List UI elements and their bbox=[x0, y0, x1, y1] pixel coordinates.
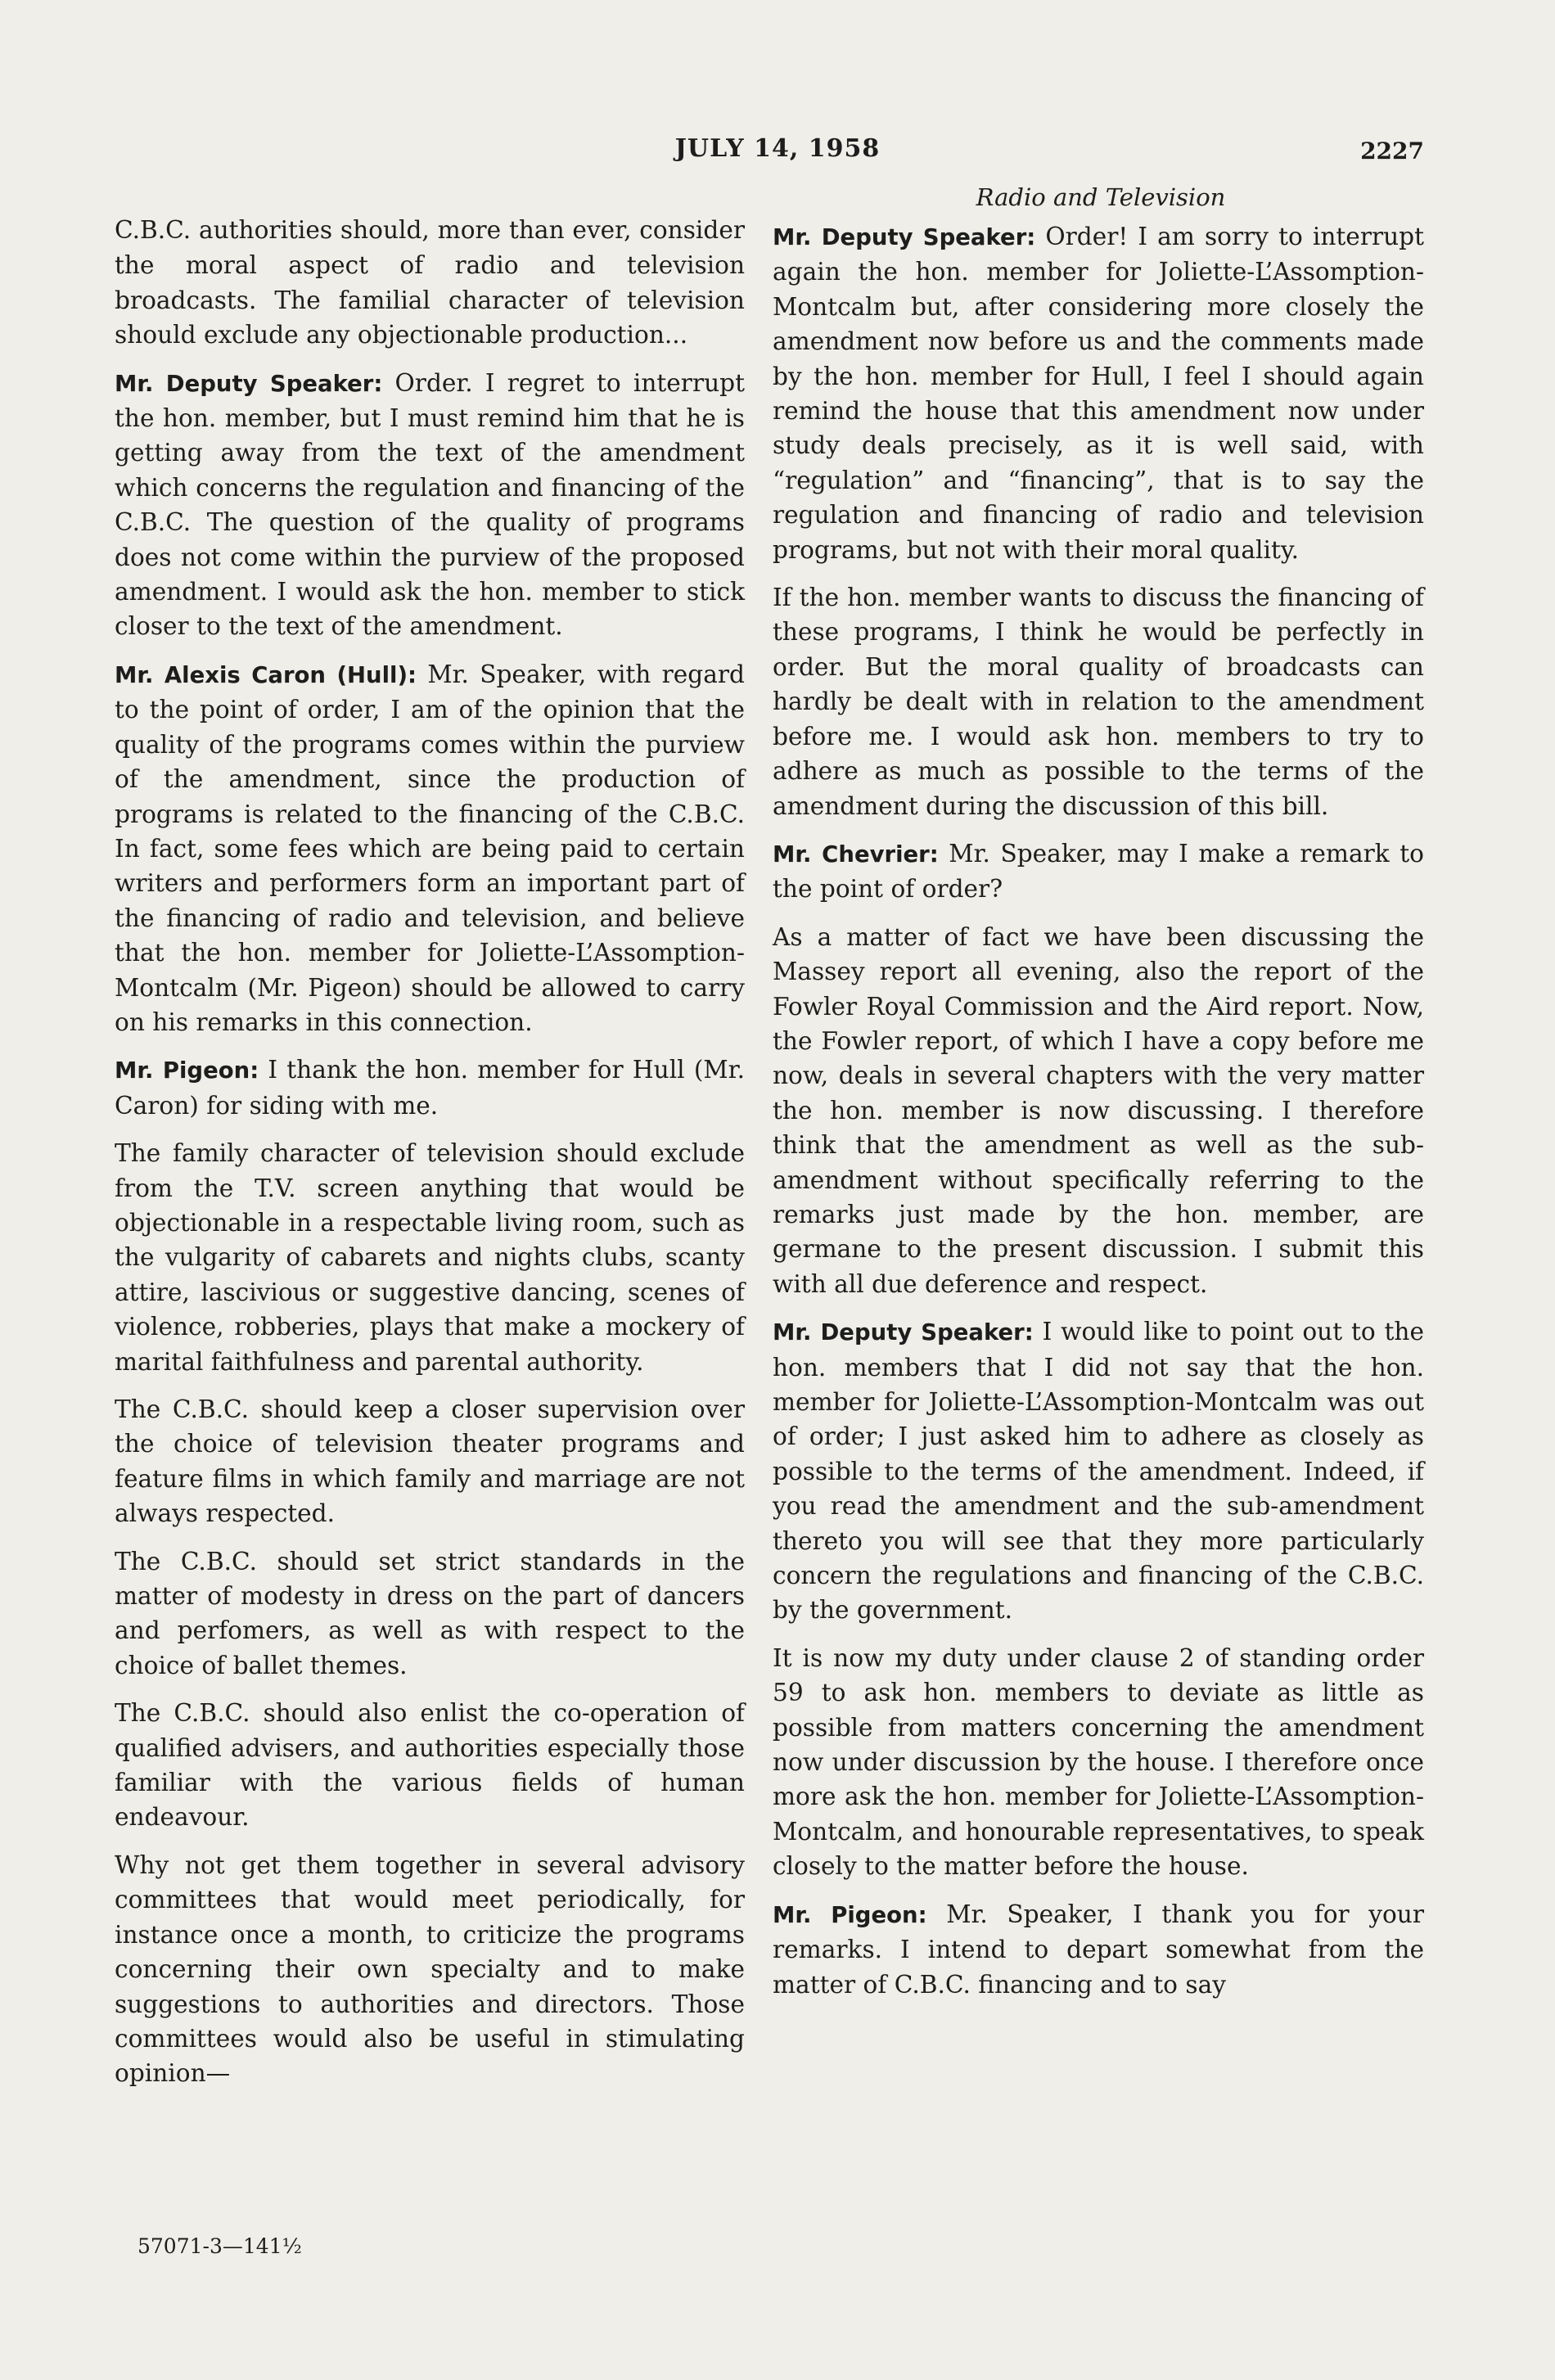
paragraph bbox=[773, 920, 1424, 1301]
paragraph-text: Why not get them together in several advisory committees that would meet periodically, for instance once a month, to criticize the programs concerning their own specialty and to make suggestions to authorities and directors. Those committees would also be useful in stimulating opinion— bbox=[115, 1850, 745, 2088]
paragraph-text: Mr. Speaker, may I make a remark to the point of order? bbox=[773, 839, 1424, 904]
paragraph bbox=[115, 1053, 745, 1123]
paragraph-text: Order! I am sorry to interrupt again the hon. member for Joliette-L’Assomption-Montcalm but, after considering more closely the amendment now before us and the comments made by the hon. member for Hull, I feel I should again remind the house that this amendment now under study deals precisely, as it is well said, with “regulation” and “financing”, that is to say the regulation and financing of radio and television programs, but not with their moral quality. bbox=[773, 223, 1425, 564]
paragraph bbox=[115, 213, 745, 353]
paragraph bbox=[115, 1136, 745, 1379]
paragraph bbox=[115, 1544, 745, 1684]
paragraph bbox=[115, 657, 745, 1039]
speaker-name: Mr. Pigeon: bbox=[115, 1057, 259, 1084]
paragraph-text: Order. I regret to interrupt the hon. member, but I must remind him that he is getting away from the text of the amendment which concerns the regulation and financing of the C.B.C. The question of the quality of programs does not come within the purview of the proposed amendment. I would ask the hon. member to stick closer to the text of the amendment. bbox=[115, 368, 745, 641]
paragraph bbox=[773, 836, 1424, 907]
speaker-name: Mr. Deputy Speaker: bbox=[115, 370, 383, 397]
right-column bbox=[773, 219, 1424, 2015]
paragraph bbox=[115, 1848, 745, 2091]
paragraph-text: Mr. Speaker, with regard to the point of order, I am of the opinion that the quality of the programs comes within the purview of the amendment, since the production of programs is related to the financing of the C.B.C. In fact, some fees which are being paid to certain writers and performers form an important part of the financing of radio and television, and believe that the hon. member for Joliette-L’Assomption-Montcalm (Mr. Pigeon) should be allowed to carry on his remarks in this connection. bbox=[115, 660, 745, 1036]
paragraph-text: The C.B.C. should keep a closer supervision over the choice of television theater programs and feature films in which family and marriage are not always respected. bbox=[115, 1395, 745, 1528]
paragraph-text: I would like to point out to the hon. members that I did not say that the hon. member for Joliette-L’Assomption-Montcalm was out of order; I just asked him to adhere as closely as possible to the terms of the amendment. Indeed, if you read the amendment and the sub-amendment thereto you will see that they more particularly concern the regulations and financing of the C.B.C. by the government. bbox=[773, 1318, 1424, 1625]
speaker-name: Mr. Pigeon: bbox=[773, 1901, 927, 1928]
paragraph-text: As a matter of fact we have been discussing the Massey report all evening, also the report of the Fowler Royal Commission and the Aird report. Now, the Fowler report, of which I have a copy before me now, deals in several chapters with the very matter the hon. member is now discussing. I therefore think that the amendment as well as the sub-amendment without specifically referring to the remarks just made by the hon. member, are germane to the present discussion. I submit this with all due deference and respect. bbox=[773, 922, 1424, 1298]
page-number: 2227 bbox=[1360, 137, 1424, 165]
paragraph bbox=[773, 1314, 1424, 1628]
page-date: JULY 14, 1958 bbox=[674, 134, 881, 163]
speaker-name: Mr. Alexis Caron (Hull): bbox=[115, 661, 417, 688]
paragraph-text: It is now my duty under clause 2 of standing order 59 to ask hon. members to deviate as little as possible from matters concerning the amendment now under discussion by the house. I therefore once more ask the hon. member for Joliette-L’Assomption-Montcalm, and honourable representatives, to speak closely to the matter before the house. bbox=[773, 1643, 1424, 1881]
paragraph-text: The C.B.C. should set strict standards in the matter of modesty in dress on the part of dancers and perfomers, as well as with respect to the choice of ballet themes. bbox=[115, 1547, 745, 1679]
speaker-name: Mr. Deputy Speaker: bbox=[773, 224, 1036, 250]
paragraph bbox=[773, 1641, 1424, 1884]
speaker-name: Mr. Chevrier: bbox=[773, 841, 939, 868]
footer-code: 57071-3—141½ bbox=[137, 2234, 302, 2258]
section-title: Radio and Television bbox=[976, 183, 1226, 211]
left-column bbox=[115, 213, 745, 2104]
paragraph-text: I thank the hon. member for Hull (Mr. Caron) for siding with me. bbox=[115, 1056, 745, 1120]
paragraph bbox=[773, 1897, 1424, 2002]
paragraph-text: The family character of television should exclude from the T.V. screen anything that would be objectionable in a respectable living room, such as the vulgarity of cabarets and nights clubs, scanty attire, lascivious or suggestive dancing, scenes of violence, robberies, plays that make a mockery of marital faithfulness and parental authority. bbox=[115, 1139, 745, 1376]
paragraph bbox=[773, 219, 1424, 567]
paragraph-text: The C.B.C. should also enlist the co-operation of qualified advisers, and authorities especially those familiar with the various fields of human endeavour. bbox=[115, 1699, 745, 1832]
paragraph bbox=[115, 1696, 745, 1835]
speaker-name: Mr. Deputy Speaker: bbox=[773, 1319, 1034, 1346]
paragraph-text: If the hon. member wants to discuss the financing of these programs, I think he would be perfectly in order. But the moral quality of broadcasts can hardly be dealt with in relation to the amendment before me. I would ask hon. members to try to adhere as much as possible to the terms of the amendment during the discussion of this bill. bbox=[773, 584, 1424, 820]
paragraph-text: Mr. Speaker, I thank you for your remarks. I intend to depart somewhat from the matter of C.B.C. financing and to say bbox=[773, 1900, 1424, 1999]
paragraph-text: C.B.C. authorities should, more than ever, consider the moral aspect of radio and television broadcasts. The familial character of television should exclude any objectionable production... bbox=[115, 216, 745, 349]
paragraph bbox=[773, 580, 1424, 823]
paragraph bbox=[115, 1392, 745, 1531]
paragraph bbox=[115, 366, 745, 644]
